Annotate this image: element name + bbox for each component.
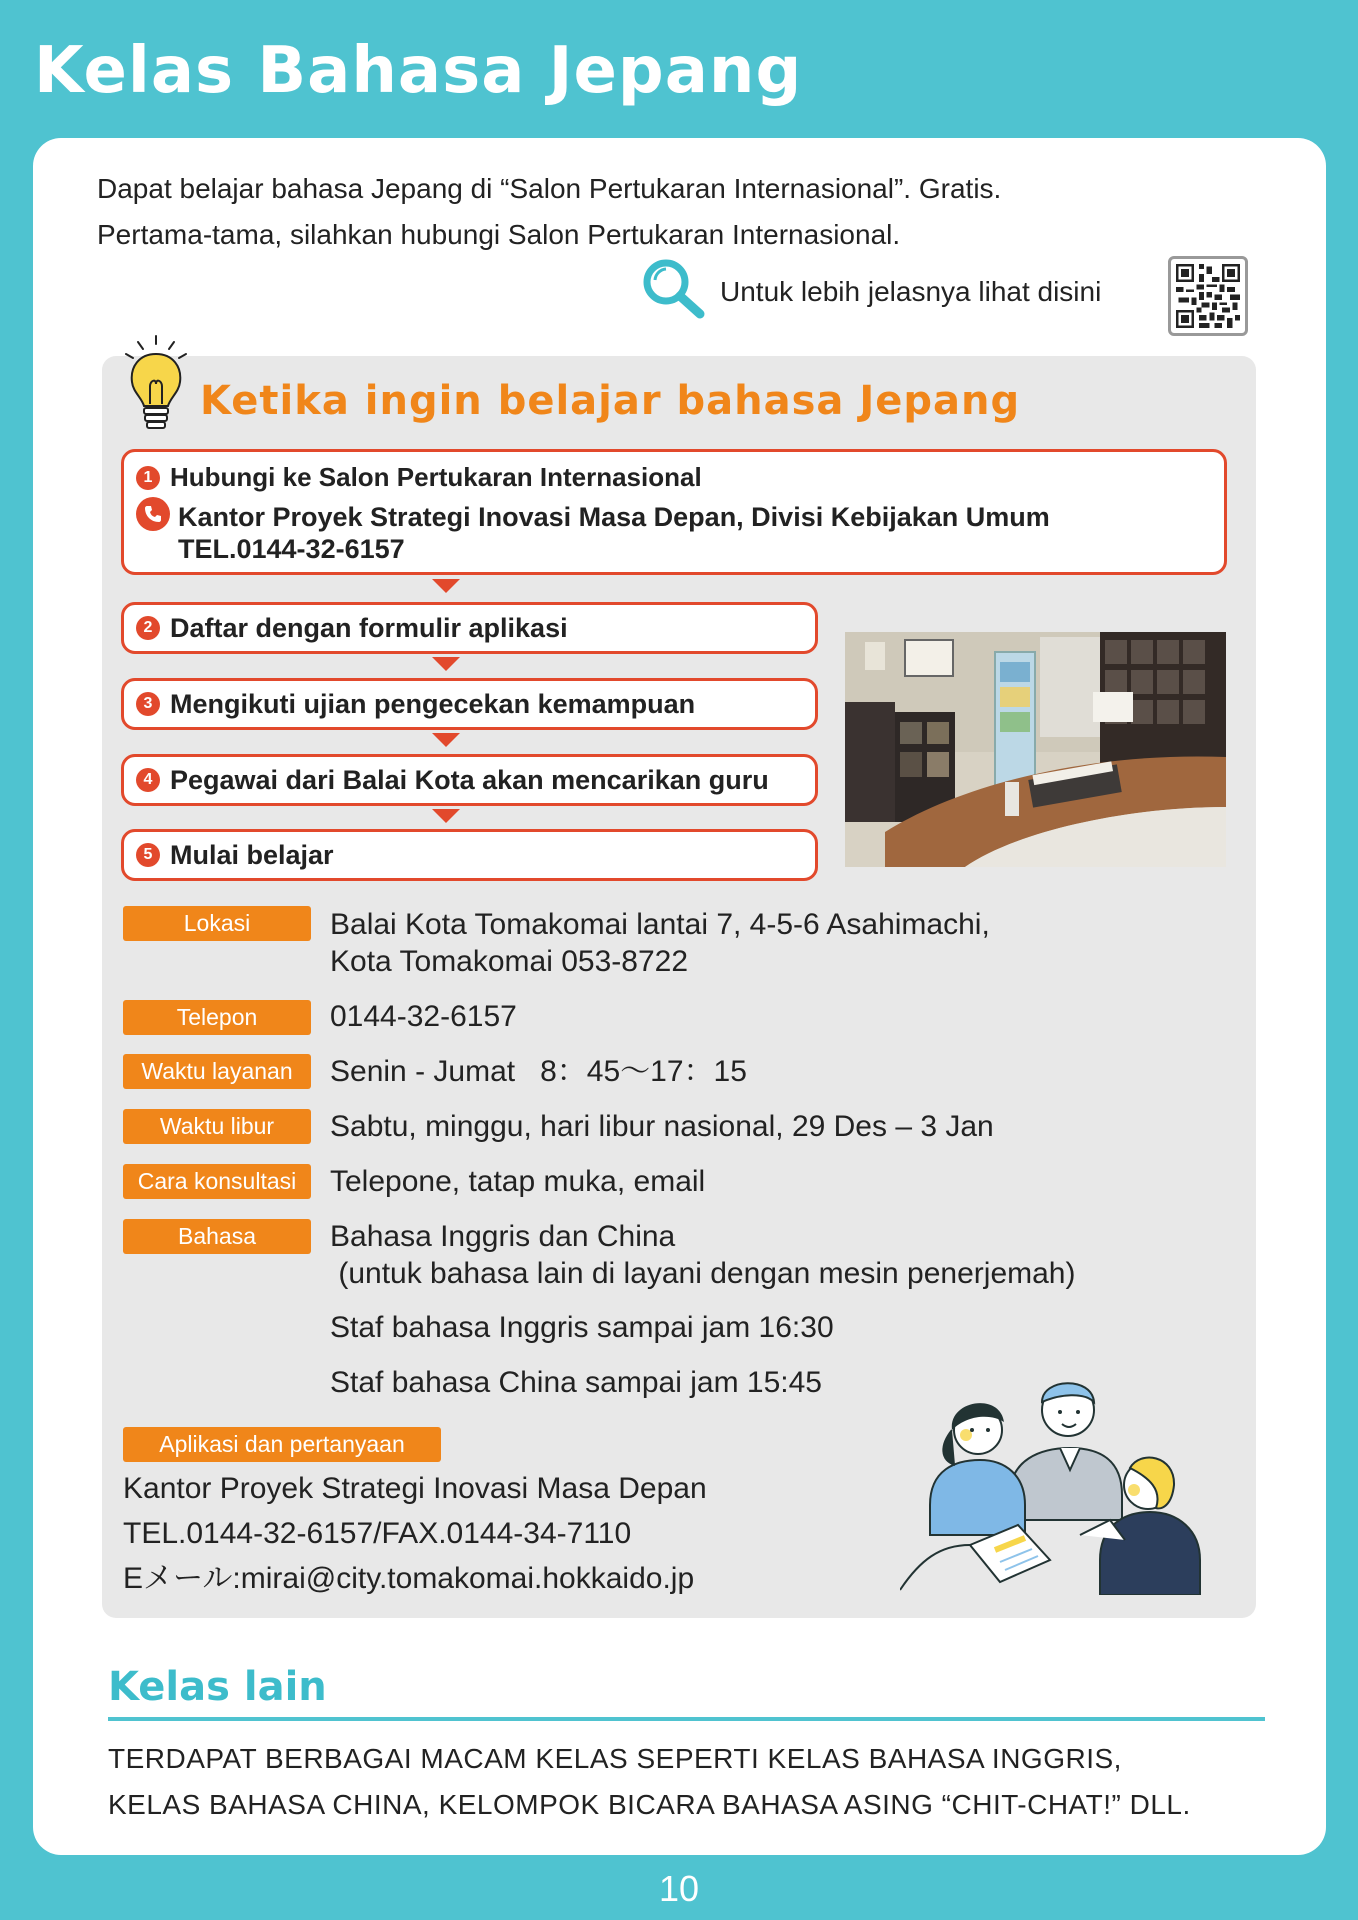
step-number-4: 4 xyxy=(136,768,160,792)
step-arrow xyxy=(432,579,460,593)
qr-code[interactable] xyxy=(1168,256,1248,336)
page-number: 10 xyxy=(658,1868,700,1909)
location-line-2: Kota Tomakomai 053-8722 xyxy=(330,945,689,978)
contact-label: Aplikasi dan pertanyaan xyxy=(123,1427,441,1462)
location-value xyxy=(330,906,990,980)
step-number-3: 3 xyxy=(136,692,160,716)
step-2 xyxy=(121,602,818,654)
step-5-label: Mulai belajar xyxy=(170,839,334,870)
intro-line-2: Pertama-tama, silahkan hubungi Salon Pertukaran Internasional. xyxy=(97,219,901,250)
step-arrow xyxy=(432,657,460,671)
phone-value: 0144-32-6157 xyxy=(330,1000,517,1033)
consult-label: Cara konsultasi xyxy=(123,1164,311,1199)
step-1 xyxy=(121,449,1227,575)
page-title: Kelas Bahasa Jepang xyxy=(34,34,803,108)
location-label: Lokasi xyxy=(123,906,311,941)
staff-chinese: Staf bahasa China sampai jam 15:45 xyxy=(330,1366,822,1399)
other-line-1: TERDAPAT BERBAGAI MACAM KELAS SEPERTI KELAS BAHASA INGGRIS, xyxy=(108,1743,1122,1774)
language-value xyxy=(330,1218,1075,1292)
phone-icon xyxy=(136,497,170,531)
step-arrow xyxy=(432,809,460,823)
people-illustration xyxy=(900,1320,1220,1595)
section-title: Ketika ingin belajar bahasa Jepang xyxy=(200,378,1021,424)
step-1-label: Hubungi ke Salon Pertukaran Internasional xyxy=(170,462,702,492)
step-arrow xyxy=(432,733,460,747)
contact-email[interactable]: Eメール:mirai@city.tomakomai.hokkaido.jp xyxy=(123,1562,695,1595)
holiday-value: Sabtu, minggu, hari libur nasional, 29 Des – 3 Jan xyxy=(330,1110,994,1143)
contact-info xyxy=(123,1466,707,1601)
step-5 xyxy=(121,829,818,881)
step-2-label: Daftar dengan formulir aplikasi xyxy=(170,612,568,643)
step-3 xyxy=(121,678,818,730)
holiday-label: Waktu libur xyxy=(123,1109,311,1144)
more-info-link[interactable] xyxy=(640,256,1101,327)
phone-label: Telepon xyxy=(123,1000,311,1035)
salon-photo xyxy=(845,632,1226,867)
contact-tel-fax: TEL.0144-32-6157/FAX.0144-34-7110 xyxy=(123,1517,632,1550)
other-classes-title: Kelas lain xyxy=(108,1664,327,1710)
intro-line-1: Dapat belajar bahasa Jepang di “Salon Pertukaran Internasional”. Gratis. xyxy=(97,173,1002,204)
language-label: Bahasa xyxy=(123,1219,311,1254)
contact-office: Kantor Proyek Strategi Inovasi Masa Depan xyxy=(123,1472,707,1505)
step-3-label: Mengikuti ujian pengecekan kemampuan xyxy=(170,688,696,719)
staff-english: Staf bahasa Inggris sampai jam 16:30 xyxy=(330,1311,834,1344)
step-4 xyxy=(121,754,818,806)
lightbulb-icon xyxy=(122,334,190,436)
step-4-label: Pegawai dari Balai Kota akan mencarikan guru xyxy=(170,764,769,795)
language-line-1: Bahasa Inggris dan China xyxy=(330,1220,676,1253)
step-number-1: 1 xyxy=(136,466,160,490)
consult-value: Telepone, tatap muka, email xyxy=(330,1165,706,1198)
other-classes-text xyxy=(108,1736,1191,1828)
language-line-2: (untuk bahasa lain di layani dengan mesin penerjemah) xyxy=(330,1257,1076,1290)
step-number-5: 5 xyxy=(136,843,160,867)
hours-label: Waktu layanan xyxy=(123,1054,311,1089)
magnifier-icon xyxy=(640,256,710,327)
step-number-2: 2 xyxy=(136,616,160,640)
more-info-label: Untuk lebih jelasnya lihat disini xyxy=(720,275,1102,307)
other-line-2: KELAS BAHASA CHINA, KELOMPOK BICARA BAHASA ASING “CHIT-CHAT!” DLL. xyxy=(108,1789,1191,1820)
divider xyxy=(108,1717,1265,1721)
intro-text xyxy=(97,166,1001,258)
hours-value: Senin - Jumat 8：45～17：15 xyxy=(330,1055,747,1088)
location-line-1: Balai Kota Tomakomai lantai 7, 4-5-6 Asahimachi, xyxy=(330,908,990,941)
office-name: Kantor Proyek Strategi Inovasi Masa Depan, Divisi Kebijakan Umum xyxy=(178,502,1050,532)
office-phone: TEL.0144-32-6157 xyxy=(178,534,405,564)
